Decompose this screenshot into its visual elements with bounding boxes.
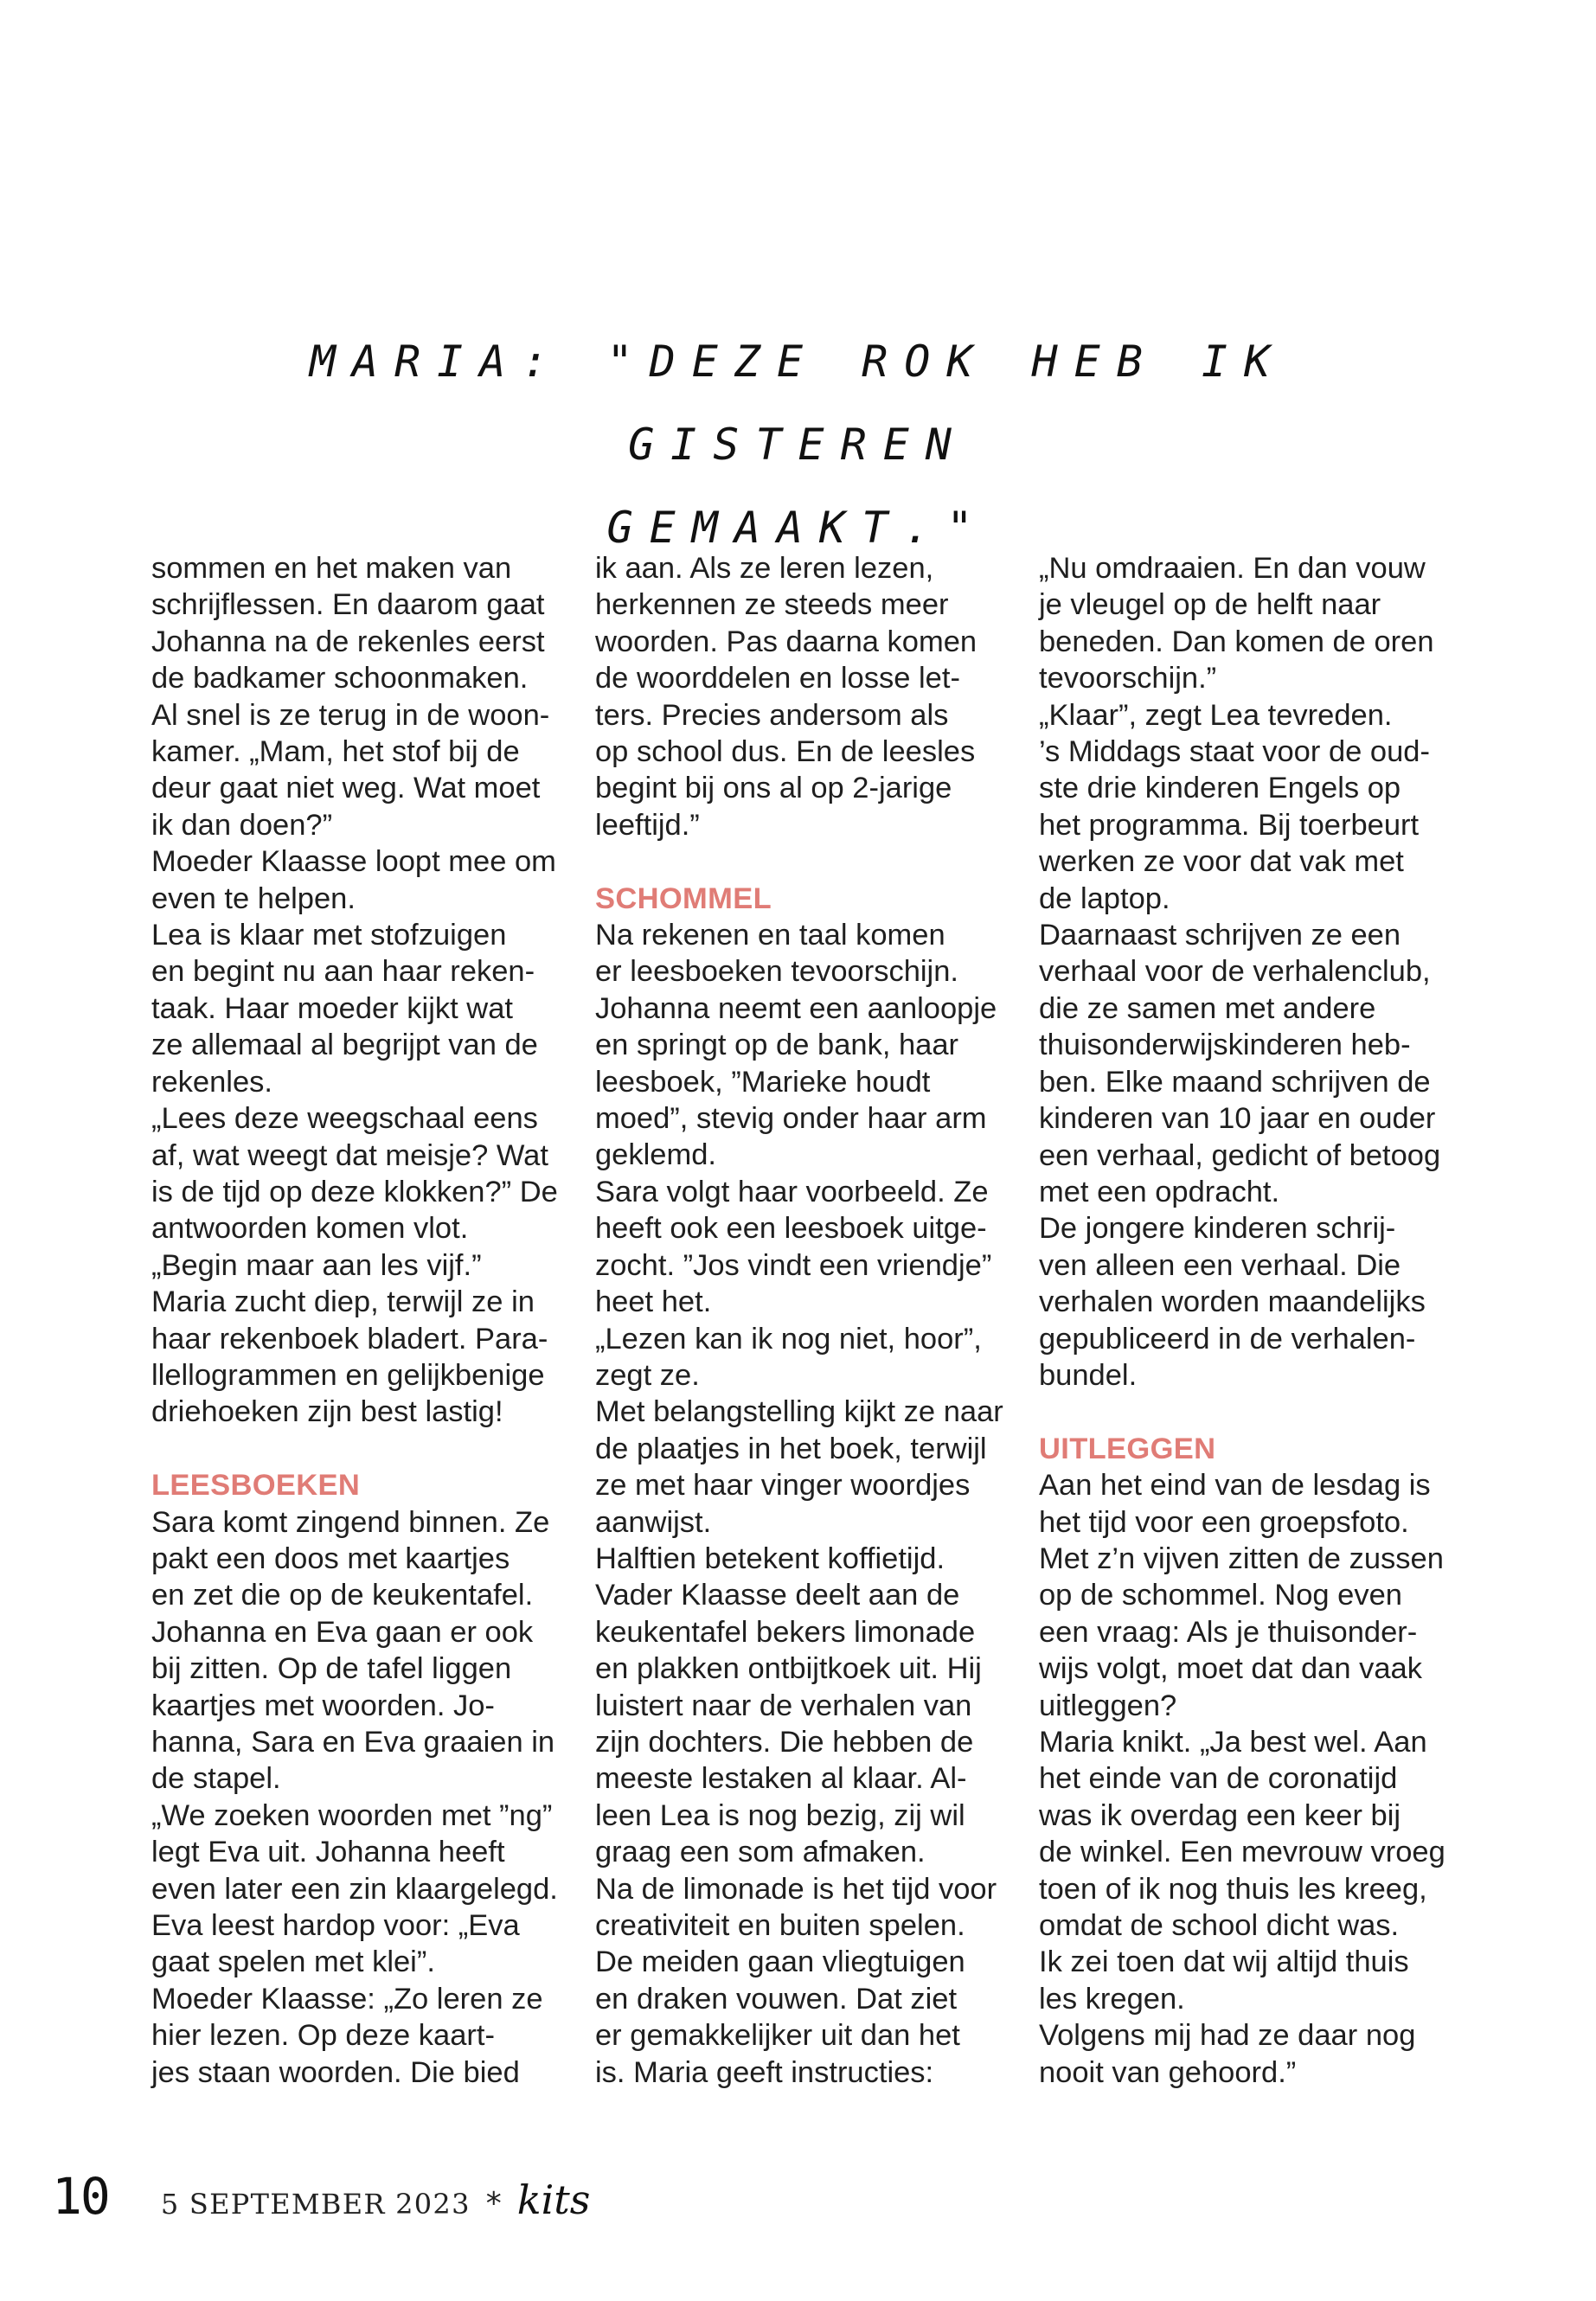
page-footer	[52, 2167, 590, 2227]
page-number: 10	[52, 2167, 109, 2226]
column-2-paragraph-2: Na rekenen en taal komen er leesboeken tevoorschijn. Johanna neemt een aanloopje en springt op de bank, haar leesboek, ”Marieke houdt moed”, stevig onder haar arm geklemd. Sara volgt haar voorbeeld. Ze heeft ook een leesboek uitge- zocht. ”Jos vindt een vriendje” heet het. „Lezen kan ik nog niet, hoor”, zegt ze. Met belangstelling kijkt ze naar de plaatjes in het boek, terwijl ze met haar vinger woordjes aanwijst. Halftien betekent koffietijd. Vader Klaasse deelt aan de keukentafel bekers limonade en plakken ontbijtkoek uit. Hij luistert naar de verhalen van zijn dochters. Die hebben de meeste lestaken al klaar. Al- leen Lea is nog bezig, zij wil graag een som afmaken. Na de limonade is het tijd voor creativiteit en buiten spelen. De meiden gaan vliegtuigen en draken vouwen. Dat ziet er gemakkelijker uit dan het is. Maria geeft instructies:	[595, 919, 1003, 2089]
issue-date: 5 SEPTEMBER 2023	[160, 2188, 471, 2221]
pull-quote	[260, 320, 1336, 569]
subhead-leesboeken: LEESBOEKEN	[151, 1469, 361, 1503]
subhead-uitleggen: UITLEGGEN	[1039, 1432, 1216, 1465]
magazine-logo: kits	[516, 2176, 591, 2223]
pull-quote-line-1: MARIA: "DEZE ROK HEB IK GISTEREN	[309, 336, 1287, 470]
pull-quote-line-2: GEMAAKT."	[606, 503, 990, 553]
column-3-paragraph-1: „Nu omdraaien. En dan vouw je vleugel op de helft naar beneden. Dan komen de oren tevoorschijn.” „Klaar”, zegt Lea tevreden. ’s Middags staat voor de oud- ste drie kinderen Engels op het programma. Bij toerbeurt werken ze voor dat vak met de laptop. Daarnaast schrijven ze een verhaal voor de verhalenclub, die ze samen met andere thuisonderwijskinderen heb- ben. Elke maand schrijven de kinderen van 10 jaar en ouder een verhaal, gedicht of betoog met een opdracht. De jongere kinderen schrij- ven alleen een verhaal. Die verhalen worden maandelijks gepubliceerd in de verhalen- bundel.	[1039, 552, 1441, 1392]
column-1-paragraph-1: sommen en het maken van schrijflessen. En daarom gaat Johanna na de rekenles eerst de badkamer schoonmaken. Al snel is ze terug in de woon- kamer. „Mam, het stof bij de deur gaat niet weg. Wat moet ik dan doen?” Moeder Klaasse loopt mee om even te helpen. Lea is klaar met stofzuigen en begint nu aan haar reken- taak. Haar moeder kijkt wat ze allemaal al begrijpt van de rekenles. „Lees deze weegschaal eens af, wat weegt dat meisje? Wat is de tijd op deze klokken?” De antwoorden komen vlot. „Begin maar aan les vijf.” Maria zucht diep, terwijl ze in haar rekenboek bladert. Para- llellogrammen en gelijkbenige driehoeken zijn best lastig!	[151, 552, 558, 1429]
asterisk-separator: *	[485, 2186, 502, 2221]
subhead-schommel: SCHOMMEL	[595, 881, 772, 915]
article-column-1	[151, 550, 584, 2091]
column-1-paragraph-2: Sara komt zingend binnen. Ze pakt een doos met kaartjes en zet die op de keukentafel. Johanna en Eva gaan er ook bij zitten. Op de tafel liggen kaartjes met woorden. Jo- hanna, Sara en Eva graaien in de stapel. „We zoeken woorden met ”ng” legt Eva uit. Johanna heeft even later een zin klaargelegd. Eva leest hardop voor: „Eva gaat spelen met klei”. Moeder Klaasse: „Zo leren ze hier lezen. Op deze kaart- jes staan woorden. Die bied	[151, 1505, 558, 2089]
column-3-paragraph-2: Aan het eind van de lesdag is het tijd voor een groepsfoto. Met z’n vijven zitten de zussen op de schommel. Nog even een vraag: Als je thuisonder- wijs volgt, moet dat dan vaak uitleggen? Maria knikt. „Ja best wel. Aan het einde van de coronatijd was ik overdag een keer bij de winkel. Een mevrouw vroeg toen of ik nog thuis les kreeg, omdat de school dicht was. Ik zei toen dat wij altijd thuis les kregen. Volgens mij had ze daar nog nooit van gehoord.”	[1039, 1469, 1445, 2089]
article-column-3	[1039, 550, 1489, 2091]
article-column-2	[595, 550, 1028, 2091]
column-2-paragraph-1: ik aan. Als ze leren lezen, herkennen ze steeds meer woorden. Pas daarna komen de woorddelen en losse let- ters. Precies andersom als op school dus. En de leesles begint bij ons al op 2-jarige leeftijd.”	[595, 552, 977, 842]
